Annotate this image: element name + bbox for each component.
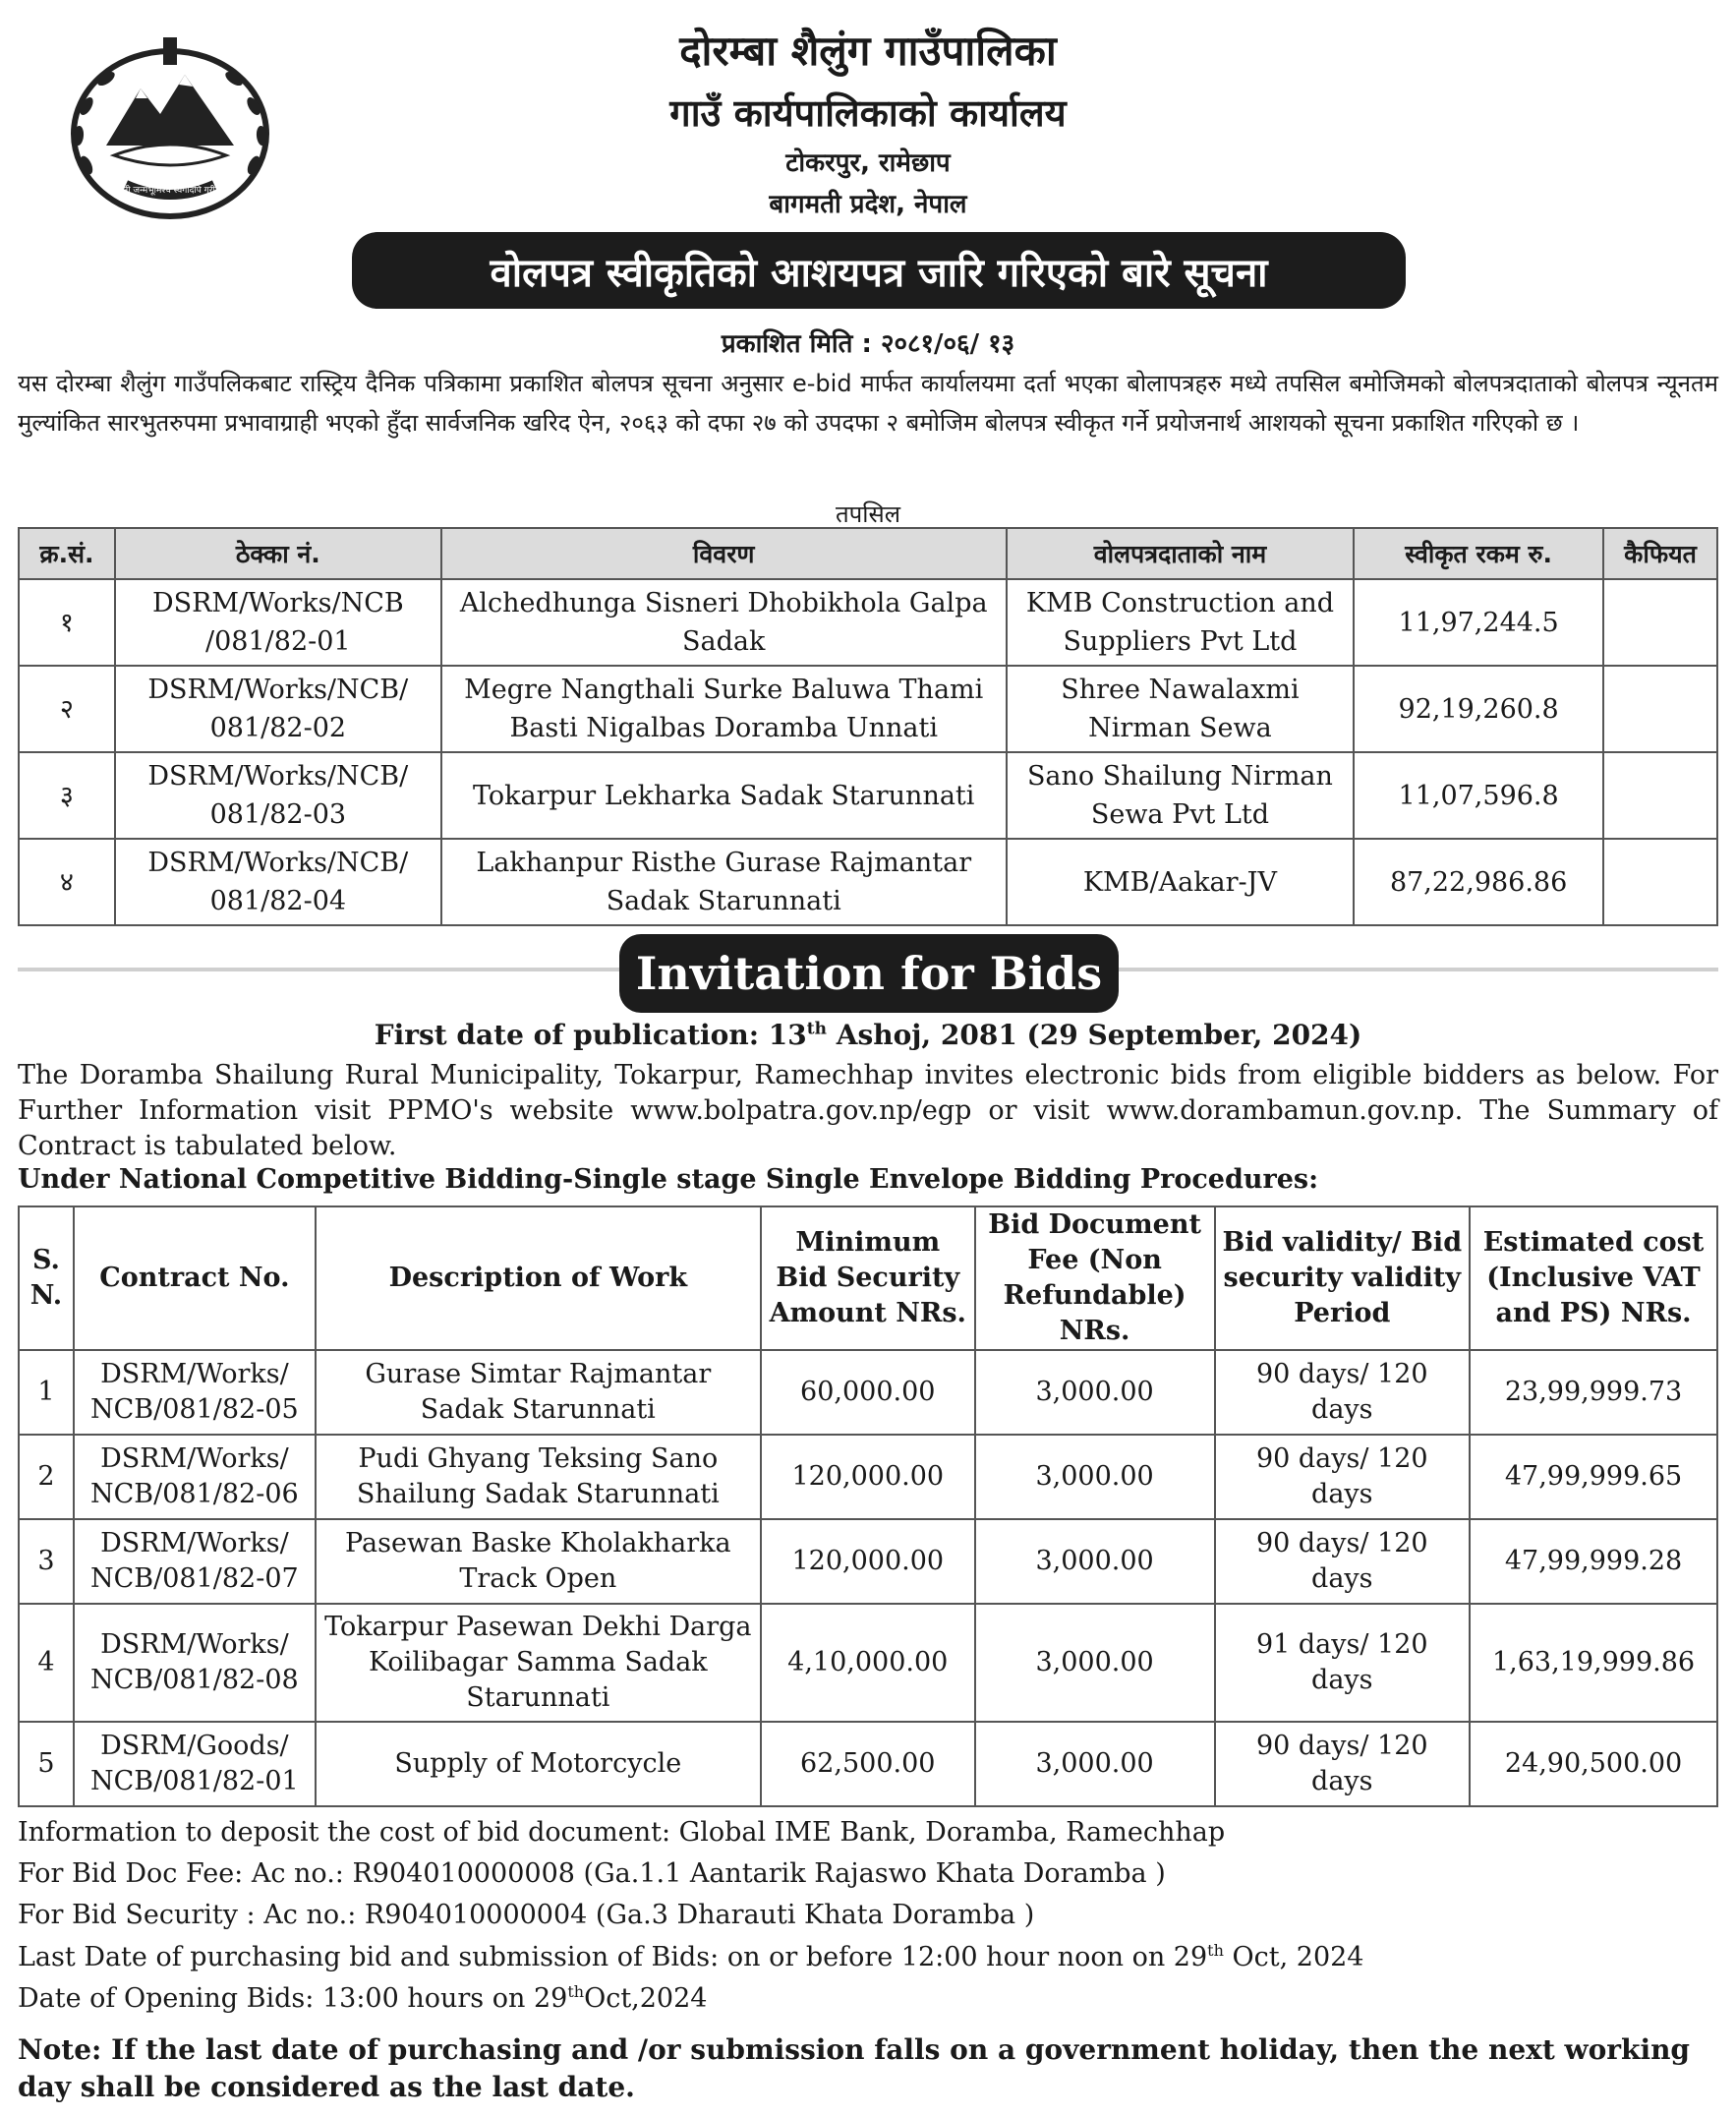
sn-cell: २ (19, 666, 115, 752)
col-header: स्वीकृत रकम रु. (1354, 528, 1603, 579)
last-date-rest: Oct, 2024 (1223, 1942, 1364, 1972)
notice-title: वोलपत्र स्वीकृतिको आशयपत्र जारि गरिएको बारे सूचना (352, 232, 1406, 309)
fee-cell: 3,000.00 (975, 1604, 1215, 1722)
bid-table (18, 1206, 1718, 1807)
col-header: Minimum Bid Security Amount NRs. (761, 1206, 975, 1350)
contract-cell: DSRM/Works/NCB/ 081/82-02 (115, 666, 441, 752)
col-header: Bid validity/ Bid security validity Period (1215, 1206, 1471, 1350)
bidder-cell: Sano Shailung Nirman Sewa Pvt Ltd (1007, 752, 1355, 839)
award-table (18, 527, 1718, 926)
col-header: Contract No. (74, 1206, 316, 1350)
col-header: Description of Work (316, 1206, 761, 1350)
cost-cell: 24,90,500.00 (1470, 1722, 1717, 1806)
last-submission-date (18, 1941, 1718, 1972)
bidder-cell: Shree Nawalaxmi Nirman Sewa (1007, 666, 1355, 752)
col-header: विवरण (441, 528, 1007, 579)
office-address: टोकरपुर, रामेछाप (785, 148, 951, 178)
first-publication-date (18, 1019, 1718, 1051)
sn-cell: 3 (19, 1519, 74, 1604)
bidder-cell: KMB Construction and Suppliers Pvt Ltd (1007, 579, 1355, 666)
security-cell: 60,000.00 (761, 1350, 975, 1435)
amount-cell: 87,22,986.86 (1354, 839, 1603, 925)
table-row (19, 666, 1717, 752)
cost-cell: 47,99,999.28 (1470, 1519, 1717, 1604)
nepali-paragraph: यस दोरम्बा शैलुंग गाउँपलिकबाट रास्ट्रिय दैनिक पत्रिकामा प्रकाशित बोलपत्र सूचना अनुसार e-bid मार्फत कार्यालयमा दर्ता भएका बोलापत्रहरु मध्ये तपसिल बमोजिमको बोलपत्रदाताको बोलपत्र न्यूनतम मुल्यांकित सारभुतरुपमा प्रभावाग्राही भएको हुँदा सार्वजनिक खरिद ऐन, २०६३ को दफा २७ को उपदफा २ बमोजिम बोलपत्र स्वीकृत गर्ने प्रयोजनार्थ आशयको सूचना प्रकाशित गरिएको छ । (18, 370, 1718, 437)
municipality-name: दोरम्बा शैलुंग गाउँपालिका (679, 27, 1057, 75)
description-cell: Lakhanpur Risthe Gurase Rajmantar Sadak Starunnati (441, 839, 1007, 925)
description-cell: Pasewan Baske Kholakharka Track Open (316, 1519, 761, 1604)
col-header: S. N. (19, 1206, 74, 1350)
col-header: क्र.सं. (19, 528, 115, 579)
security-account: For Bid Security : Ac no.: R904010000004 (Ga.3 Dharauti Khata Doramba ) (18, 1900, 1035, 1930)
bidder-cell: KMB/Aakar-JV (1007, 839, 1355, 925)
fee-cell: 3,000.00 (975, 1435, 1215, 1519)
published-date: प्रकाशित मिति : २०८१/०६/ १३ (721, 329, 1015, 359)
holiday-note: Note: If the last date of purchasing and /or submission falls on a government holiday, then the next working day shall be considered as the last date. (18, 2033, 1691, 2103)
cost-cell: 47,99,999.65 (1470, 1435, 1717, 1519)
description-cell: Megre Nangthali Surke Baluwa Thami Basti Nigalbas Doramba Unnati (441, 666, 1007, 752)
security-cell: 4,10,000.00 (761, 1604, 975, 1722)
security-cell: 120,000.00 (761, 1435, 975, 1519)
fee-cell: 3,000.00 (975, 1722, 1215, 1806)
procedure-line: Under National Competitive Bidding-Single stage Single Envelope Bidding Procedures: (18, 1164, 1319, 1195)
first-pub-suffix: th (806, 1019, 827, 1039)
remarks-cell (1603, 579, 1717, 666)
ifb-title: Invitation for Bids (619, 934, 1119, 1013)
description-cell: Gurase Simtar Rajmantar Sadak Starunnati (316, 1350, 761, 1435)
opening-suffix: th (567, 1982, 585, 2001)
contract-cell: DSRM/Works/ NCB/081/82-07 (74, 1519, 316, 1604)
table-row (19, 1435, 1717, 1519)
cost-cell: 1,63,19,999.86 (1470, 1604, 1717, 1722)
tapsil-label: तपसिल (835, 500, 901, 528)
sn-cell: 5 (19, 1722, 74, 1806)
sn-cell: 4 (19, 1604, 74, 1722)
contract-cell: DSRM/Works/ NCB/081/82-08 (74, 1604, 316, 1722)
description-cell: Tokarpur Pasewan Dekhi Darga Koilibagar Samma Sadak Starunnati (316, 1604, 761, 1722)
cost-cell: 23,99,999.73 (1470, 1350, 1717, 1435)
col-header: Bid Document Fee (Non Refundable) NRs. (975, 1206, 1215, 1350)
amount-cell: 11,07,596.8 (1354, 752, 1603, 839)
sn-cell: १ (19, 579, 115, 666)
sn-cell: ४ (19, 839, 115, 925)
opening-rest: Oct,2024 (584, 1983, 708, 2014)
amount-cell: 11,97,244.5 (1354, 579, 1603, 666)
english-paragraph: The Doramba Shailung Rural Municipality, Tokarpur, Ramechhap invites electronic bids from eligible bidders as below. For Further Information visit PPMO's website www.bolpatra.gov.np/egp or visit www.dorambamun.gov.np. The Summary of Contract is tabulated below. (18, 1060, 1718, 1161)
validity-cell: 90 days/ 120 days (1215, 1519, 1471, 1604)
validity-cell: 90 days/ 120 days (1215, 1350, 1471, 1435)
table-row (19, 1604, 1717, 1722)
sn-cell: 2 (19, 1435, 74, 1519)
notice-page (18, 18, 1718, 2102)
description-cell: Supply of Motorcycle (316, 1722, 761, 1806)
sn-cell: 1 (19, 1350, 74, 1435)
award-table-header (19, 528, 1717, 579)
table-row (19, 1519, 1717, 1604)
description-cell: Alchedhunga Sisneri Dhobikhola Galpa Sadak (441, 579, 1007, 666)
remarks-cell (1603, 752, 1717, 839)
contract-cell: DSRM/Works/NCB/ 081/82-03 (115, 752, 441, 839)
province-country: बागमती प्रदेश, नेपाल (769, 190, 967, 219)
validity-cell: 90 days/ 120 days (1215, 1722, 1471, 1806)
last-date-text: Last Date of purchasing bid and submission of Bids: on or before 12:00 hour noon on 29 (18, 1942, 1208, 1972)
table-row (19, 1722, 1717, 1806)
contract-cell: DSRM/Works/NCB/ 081/82-04 (115, 839, 441, 925)
description-cell: Pudi Ghyang Teksing Sano Shailung Sadak Starunnati (316, 1435, 761, 1519)
office-name: गाउँ कार्यपालिकाको कार्यालय (669, 91, 1067, 135)
doc-fee-account: For Bid Doc Fee: Ac no.: R904010000008 (Ga.1.1 Aantarik Rajaswo Khata Doramba ) (18, 1858, 1166, 1889)
table-row (19, 579, 1717, 666)
bank-info: Information to deposit the cost of bid document: Global IME Bank, Doramba, Ramechhap (18, 1817, 1226, 1848)
fee-cell: 3,000.00 (975, 1350, 1215, 1435)
contract-cell: DSRM/Works/ NCB/081/82-06 (74, 1435, 316, 1519)
first-pub-rest: Ashoj, 2081 (29 September, 2024) (826, 1019, 1362, 1051)
col-header: कैफियत (1603, 528, 1717, 579)
amount-cell: 92,19,260.8 (1354, 666, 1603, 752)
first-pub-text: First date of publication: 13 (374, 1019, 807, 1051)
bid-table-header (19, 1206, 1717, 1350)
table-row (19, 839, 1717, 925)
fee-cell: 3,000.00 (975, 1519, 1215, 1604)
contract-cell: DSRM/Goods/ NCB/081/82-01 (74, 1722, 316, 1806)
security-cell: 62,500.00 (761, 1722, 975, 1806)
table-row (19, 1350, 1717, 1435)
opening-date (18, 1982, 1718, 2014)
validity-cell: 91 days/ 120 days (1215, 1604, 1471, 1722)
remarks-cell (1603, 666, 1717, 752)
description-cell: Tokarpur Lekharka Sadak Starunnati (441, 752, 1007, 839)
opening-text: Date of Opening Bids: 13:00 hours on 29 (18, 1983, 568, 2014)
col-header: वोलपत्रदाताको नाम (1007, 528, 1355, 579)
col-header: ठेक्का नं. (115, 528, 441, 579)
validity-cell: 90 days/ 120 days (1215, 1435, 1471, 1519)
emblem-motto: जननी जन्मभूमिश्च स्वर्गादपि गरीयसी (111, 186, 229, 196)
table-row (19, 752, 1717, 839)
last-date-suffix: th (1207, 1941, 1224, 1960)
contract-cell: DSRM/Works/ NCB/081/82-05 (74, 1350, 316, 1435)
sn-cell: ३ (19, 752, 115, 839)
remarks-cell (1603, 839, 1717, 925)
contract-cell: DSRM/Works/NCB /081/82-01 (115, 579, 441, 666)
security-cell: 120,000.00 (761, 1519, 975, 1604)
col-header: Estimated cost (Inclusive VAT and PS) NRs. (1470, 1206, 1717, 1350)
